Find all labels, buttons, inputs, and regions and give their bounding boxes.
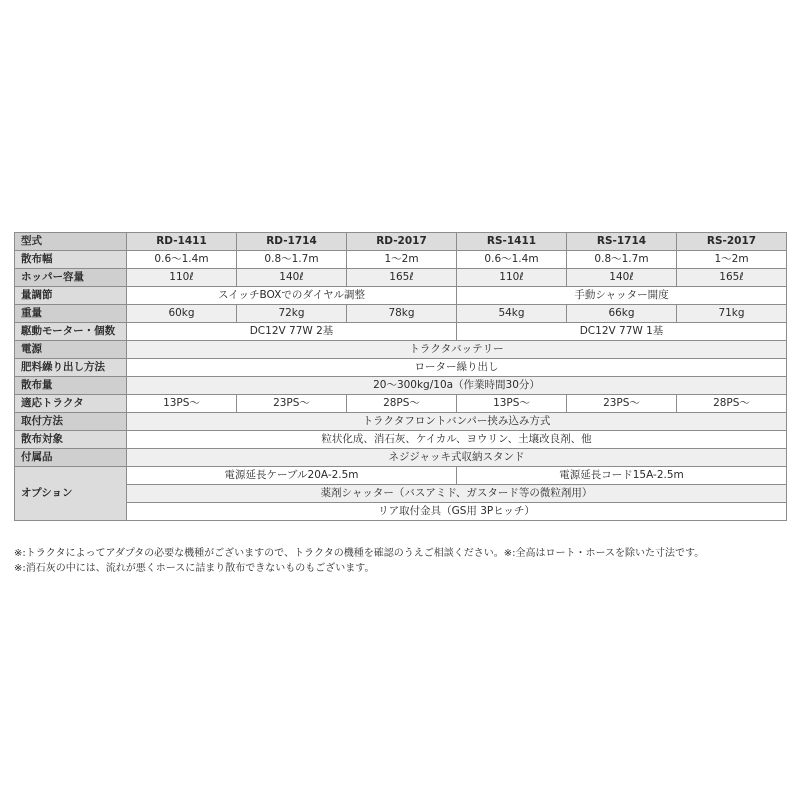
row-label: ホッパー容量 (15, 269, 127, 287)
row-label: 散布量 (15, 377, 127, 395)
model-rs-2017: RS-2017 (677, 233, 787, 251)
cell: リア取付金具（GS用 3Pヒッチ） (127, 503, 787, 521)
row-spread-width (15, 251, 787, 269)
footnote: ※:トラクタによってアダプタの必要な機種がございますので、トラクタの機種を確認のうえご相談ください。※:全高はロート・ホースを除いた寸法です。 (14, 548, 705, 559)
cell: 23PS～ (567, 395, 677, 413)
cell: 1～2m (677, 251, 787, 269)
cell: 110ℓ (127, 269, 237, 287)
row-label: 散布幅 (15, 251, 127, 269)
model-rd-1714: RD-1714 (237, 233, 347, 251)
cell-rs: DC12V 77W 1基 (457, 323, 787, 341)
cell: 54kg (457, 305, 567, 323)
cell: トラクタバッテリー (127, 341, 787, 359)
row-label: 量調節 (15, 287, 127, 305)
cell: 165ℓ (347, 269, 457, 287)
cell: 0.8～1.7m (567, 251, 677, 269)
row-label: 取付方法 (15, 413, 127, 431)
cell: 0.6～1.4m (127, 251, 237, 269)
header-label: 型式 (15, 233, 127, 251)
row-power (15, 341, 787, 359)
cell: 28PS～ (347, 395, 457, 413)
header-row (15, 233, 787, 251)
cell: 60kg (127, 305, 237, 323)
row-motor (15, 323, 787, 341)
row-weight (15, 305, 787, 323)
cell: 薬剤シャッター（バスアミド、ガスタード等の微粒剤用） (127, 485, 787, 503)
cell: 140ℓ (567, 269, 677, 287)
footnotes (14, 546, 786, 576)
row-label: 適応トラクタ (15, 395, 127, 413)
row-label: 付属品 (15, 449, 127, 467)
row-spread-amount (15, 377, 787, 395)
row-amount-adjust (15, 287, 787, 305)
cell: 13PS～ (127, 395, 237, 413)
cell: トラクタフロントバンパー挟み込み方式 (127, 413, 787, 431)
model-rs-1411: RS-1411 (457, 233, 567, 251)
cell: 165ℓ (677, 269, 787, 287)
cell-rd: 電源延長ケーブル20A-2.5m (127, 467, 457, 485)
cell-rd: スイッチBOXでのダイヤル調整 (127, 287, 457, 305)
spec-table (14, 232, 787, 521)
cell-rs: 手動シャッター開度 (457, 287, 787, 305)
cell: 13PS～ (457, 395, 567, 413)
cell: 66kg (567, 305, 677, 323)
row-label: オプション (15, 467, 127, 521)
model-rd-2017: RD-2017 (347, 233, 457, 251)
cell: 71kg (677, 305, 787, 323)
cell: 粒状化成、消石灰、ケイカル、ヨウリン、土壌改良剤、他 (127, 431, 787, 449)
row-label: 電源 (15, 341, 127, 359)
row-options-1 (15, 467, 787, 485)
cell: 23PS～ (237, 395, 347, 413)
cell: 140ℓ (237, 269, 347, 287)
row-mounting (15, 413, 787, 431)
row-label: 肥料繰り出し方法 (15, 359, 127, 377)
cell: 110ℓ (457, 269, 567, 287)
row-hopper (15, 269, 787, 287)
row-options-2 (15, 485, 787, 503)
cell-rd: DC12V 77W 2基 (127, 323, 457, 341)
row-targets (15, 431, 787, 449)
cell: ネジジャッキ式収納スタンド (127, 449, 787, 467)
cell: 72kg (237, 305, 347, 323)
cell: 0.6～1.4m (457, 251, 567, 269)
cell-rs: 電源延長コード15A-2.5m (457, 467, 787, 485)
row-tractor (15, 395, 787, 413)
model-rs-1714: RS-1714 (567, 233, 677, 251)
cell: 28PS～ (677, 395, 787, 413)
row-label: 散布対象 (15, 431, 127, 449)
model-rd-1411: RD-1411 (127, 233, 237, 251)
row-feed-method (15, 359, 787, 377)
cell: ローター繰り出し (127, 359, 787, 377)
cell: 0.8～1.7m (237, 251, 347, 269)
cell: 78kg (347, 305, 457, 323)
cell: 20～300kg/10a（作業時間30分） (127, 377, 787, 395)
row-label: 駆動モーター・個数 (15, 323, 127, 341)
footnote: ※:消石灰の中には、流れが悪くホースに詰まり散布できないものもございます。 (14, 563, 375, 574)
row-label: 重量 (15, 305, 127, 323)
row-accessories (15, 449, 787, 467)
row-options-3 (15, 503, 787, 521)
cell: 1～2m (347, 251, 457, 269)
